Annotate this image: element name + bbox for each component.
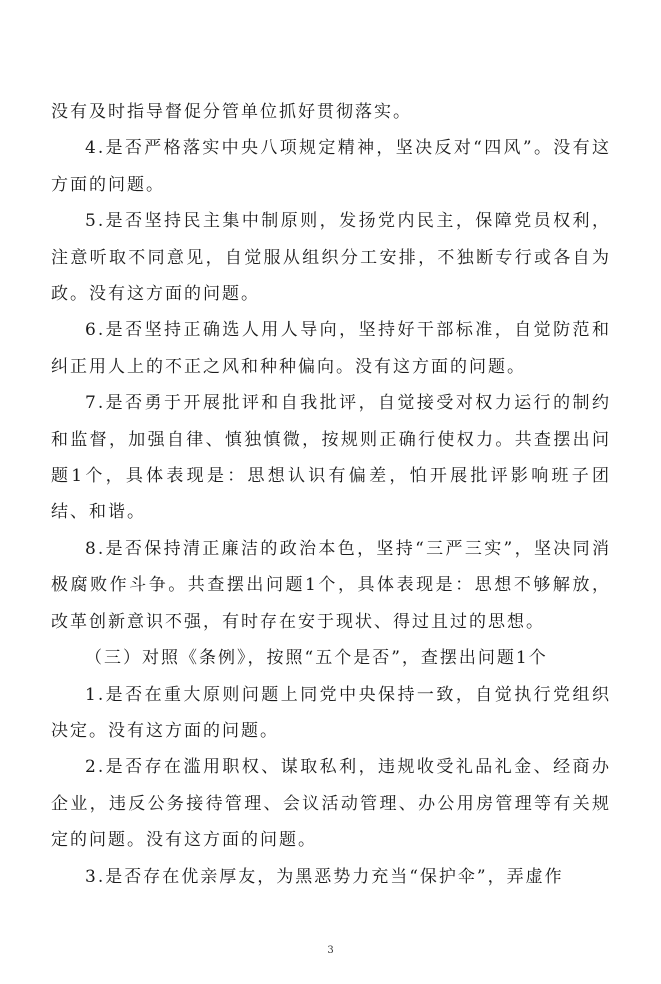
document-body [51,94,611,895]
paragraph-item-5: 5.是否坚持民主集中制原则，发扬党内民主，保障党员权利，注意听取不同意见，自觉服从组织分工安排，不独断专行或各自为政。没有这方面的问题。 [51,211,611,305]
page-number: 3 [327,945,334,956]
paragraph-item-4: 4.是否严格落实中央八项规定精神，坚决反对“四风”。没有这方面的问题。 [51,138,611,195]
paragraph-item-6: 6.是否坚持正确选人用人导向，坚持好干部标准，自觉防范和纠正用人上的不正之风和种种偏向。没有这方面的问题。 [51,320,611,377]
paragraph-section3-item-2: 2.是否存在滥用职权、谋取私利，违规收受礼品礼金、经商办企业，违反公务接待管理、会议活动管理、办公用房管理等有关规定的问题。没有这方面的问题。 [51,757,611,851]
paragraph-continuation: 没有及时指导督促分管单位抓好贯彻落实。 [51,102,412,122]
paragraph-item-8: 8.是否保持清正廉洁的政治本色，坚持“三严三实”，坚决同消极腐败作斗争。共查摆出问题1个，具体表现是：思想不够解放，改革创新意识不强，有时存在安于现状、得过且过的思想。 [51,538,611,632]
section-heading-3: （三）对照《条例》，按照“五个是否”，查摆出问题1个 [85,648,548,669]
paragraph-item-7: 7.是否勇于开展批评和自我批评，自觉接受对权力运行的制约和监督，加强自律、慎独慎微，按规则正确行使权力。共查摆出问题1个，具体表现是：思想认识有偏差，怕开展批评影响班子团结、和谐。 [51,393,611,523]
paragraph-section3-item-1: 1.是否在重大原则问题上同党中央保持一致，自觉执行党组织决定。没有这方面的问题。 [51,684,611,741]
paragraph-section3-item-3: 3.是否存在优亲厚友，为黑恶势力充当“保护伞”，弄虚作 [85,866,564,887]
